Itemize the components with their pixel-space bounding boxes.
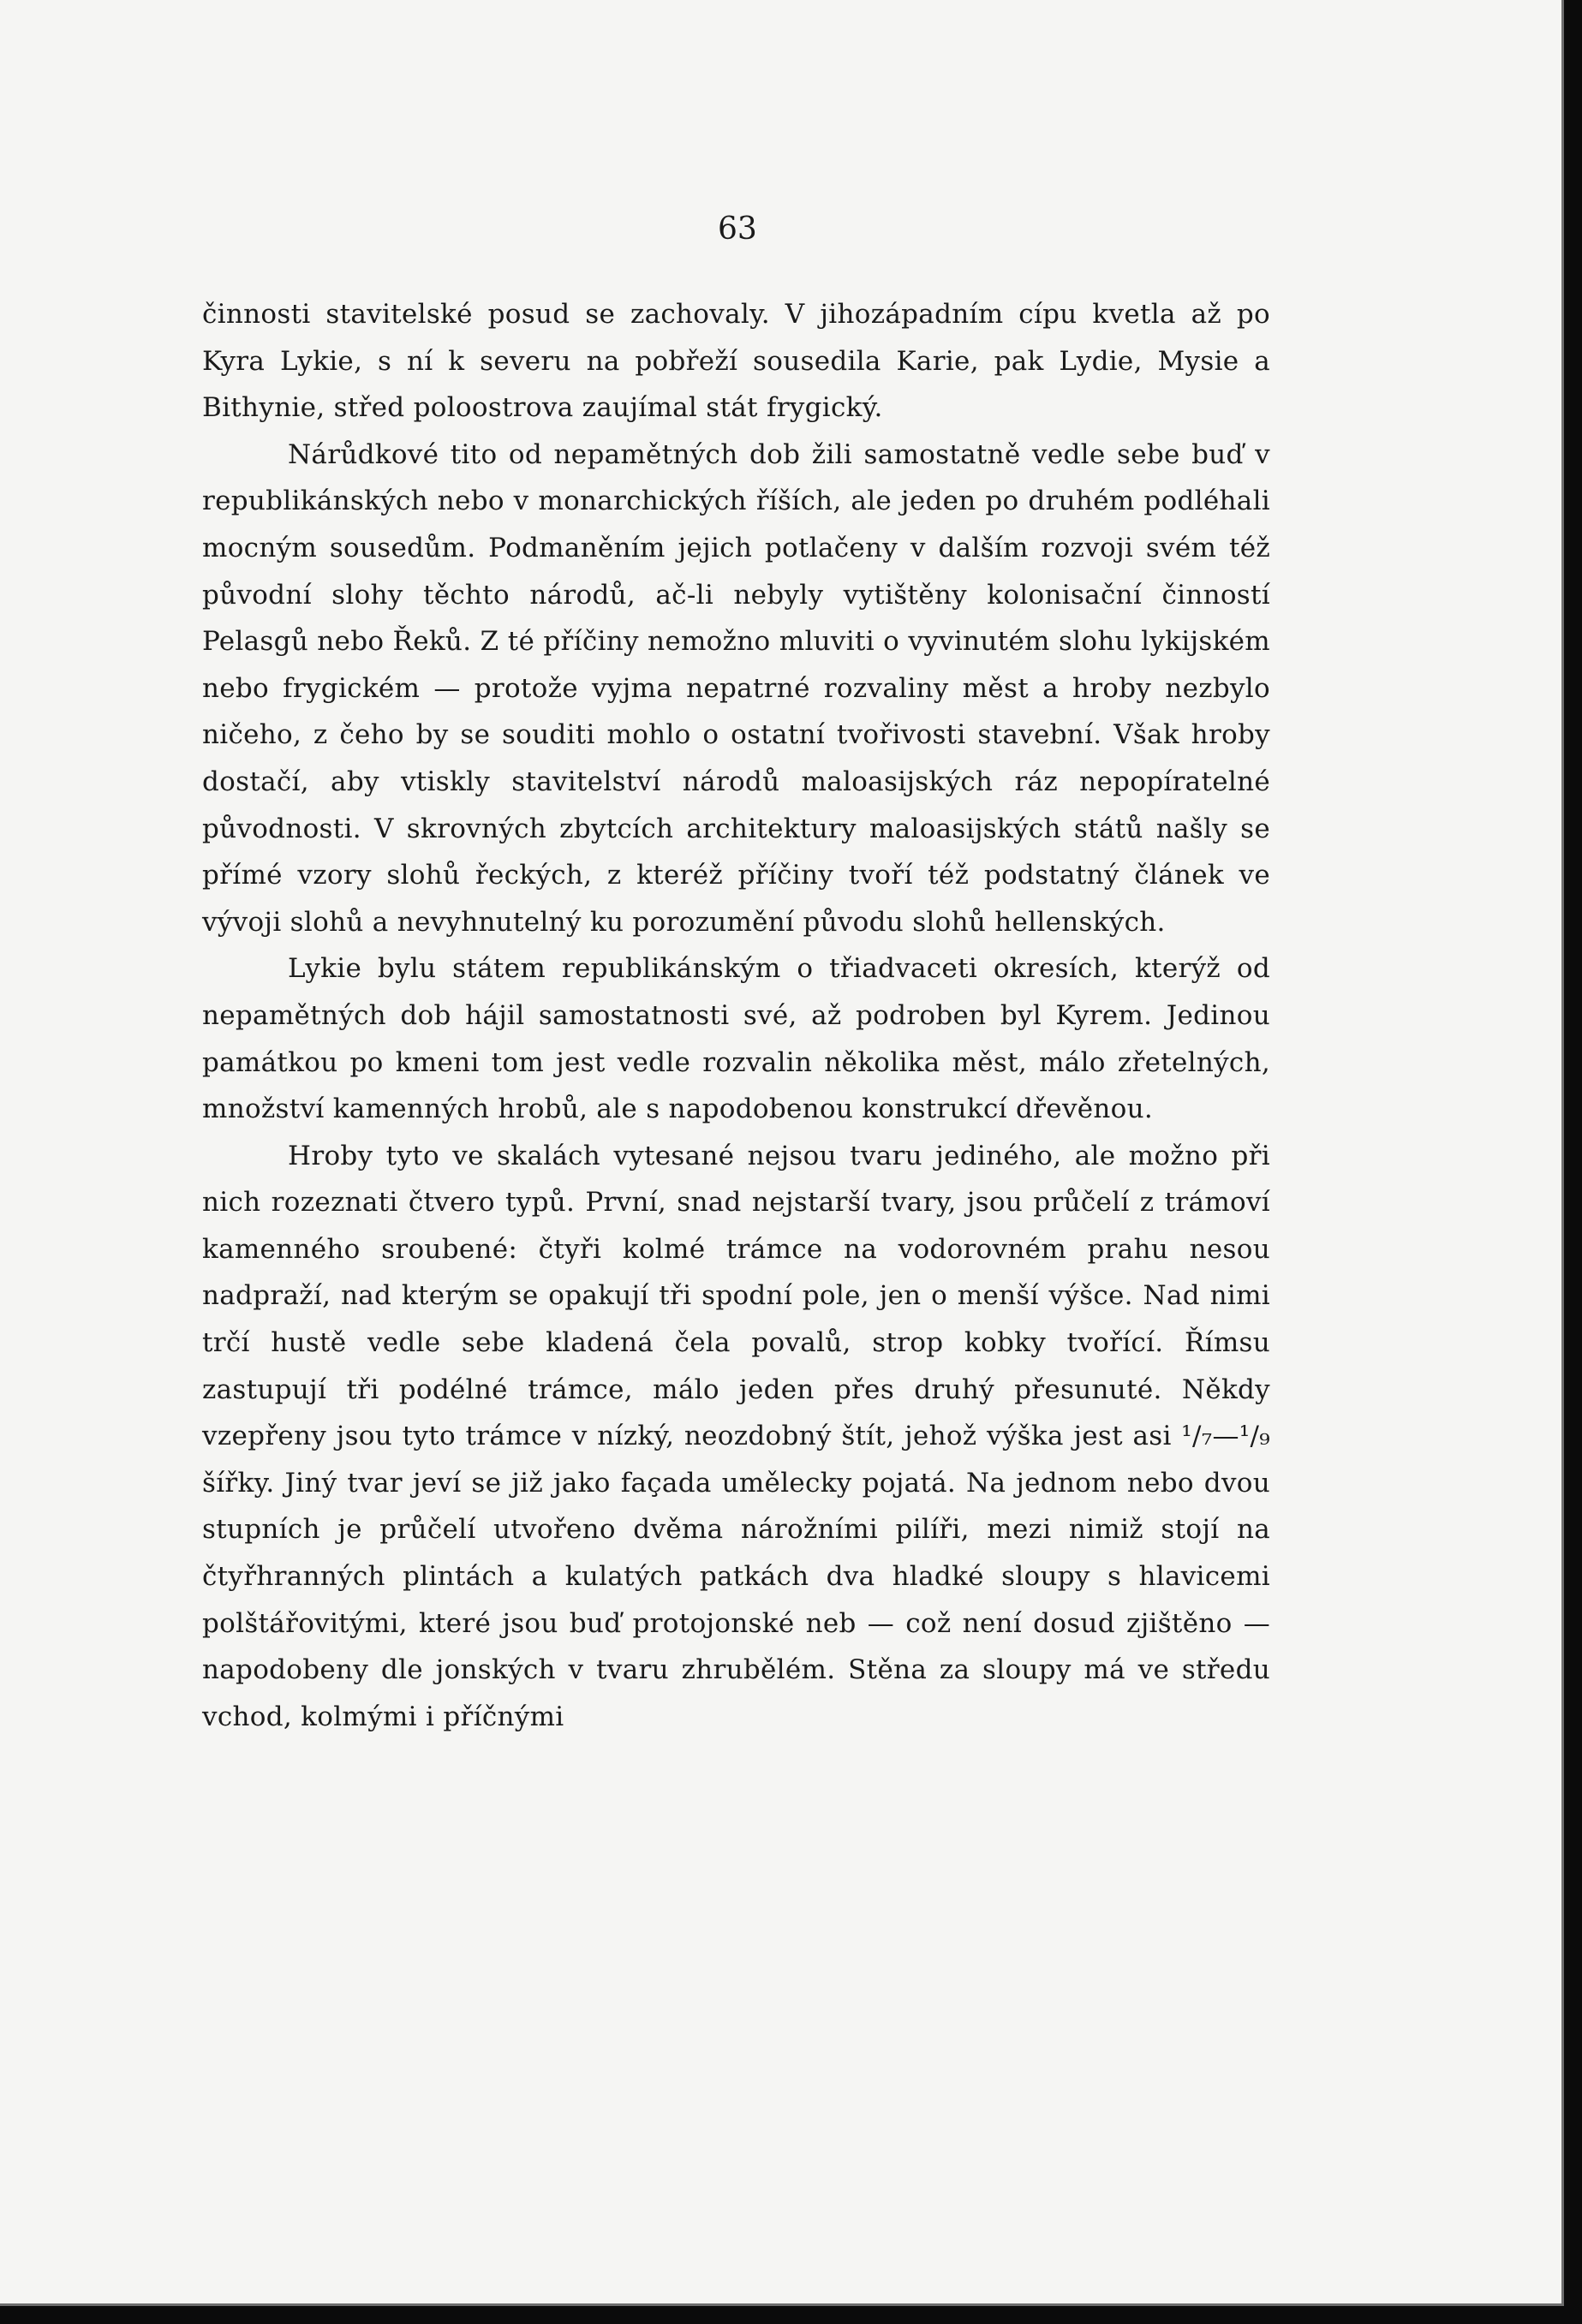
paragraph-4 [202, 1133, 1270, 1741]
paragraph-1: činnosti stavitelské posud se zachovaly. V jihozápadním cípu kvetla až po Kyra Lykie, s ní k severu na pobřeží sousedila Karie, pak Lydie, Mysie a Bithynie, střed poloostrova zaujímal stát frygický. [202, 299, 1270, 424]
fraction-height: ¹/₇—¹/₉ [1181, 1421, 1270, 1452]
paragraph-3: Lykie bylu státem republikánským o třiadvaceti okresích, kterýž od nepamětných dob hájil samostatnosti své, až podroben byl Kyrem. Jedinou památkou po kmeni tom jest vedle rozvalin několika měst, málo zřetelných, množství kamenných hrobů, ale s napodobenou konstrukcí dřevěnou. [202, 953, 1270, 1125]
page-number: 63 [718, 212, 757, 247]
body-text [202, 291, 1270, 1740]
paragraph-4-part-1: Hroby tyto ve skalách vytesané nejsou tvaru jediného, ale možno při nich rozeznati čtvero typů. První, snad nejstarší tvary, jsou průčelí z trámoví kamenného sroubené: čtyři kolmé trámce na vodorovném prahu nesou nadpraží, nad kterým se opakují tři spodní pole, jen o menší výšce. Nad nimi trčí hustě vedle sebe kladená čela povalů, strop kobky tvořící. Římsu zastupují tři podélné trámce, málo jeden přes druhý přesunuté. Někdy vzepřeny jsou tyto trámce v nízký, neozdobný štít, jehož výška jest asi [202, 1140, 1270, 1452]
paragraph-2: Nárůdkové tito od nepamětných dob žili samostatně vedle sebe buď v republikánských nebo v monarchických říších, ale jeden po druhém podléhali mocným sousedům. Podmaněním jejich potlačeny v dalším rozvoji svém též původní slohy těchto národů, ač-li nebyly vytištěny kolonisační činností Pelasgů nebo Řeků. Z té příčiny nemožno mluviti o vyvinutém slohu lykijském nebo frygickém — protože vyjma nepatrné rozvaliny měst a hroby nezbylo ničeho, z čeho by se souditi mohlo o ostatní tvořivosti stavební. Však hroby dostačí, aby vtiskly stavitelství národů maloasijských ráz nepopíratelné původnosti. V skrovných zbytcích architektury maloasijských států našly se přímé vzory slohů řeckých, z kteréž příčiny tvoří též podstatný článek ve vývoji slohů a nevyhnutelný ku porozumění původu slohů hellenských. [202, 438, 1270, 938]
paragraph-4-part-2: šířky. Jiný tvar jeví se již jako façada umělecky pojatá. Na jednom nebo dvou stupních je průčelí utvořeno dvěma nárožními pilíři, mezi nimiž stojí na čtyřhranných plintách a kulatých patkách dva hladké sloupy s hlavicemi polštářovitými, které jsou buď protojonské neb — což není dosud zjištěno — napodobeny dle jonských v tvaru zhrubělém. Stěna za sloupy má ve středu vchod, kolmými i příčnými [202, 1467, 1270, 1732]
